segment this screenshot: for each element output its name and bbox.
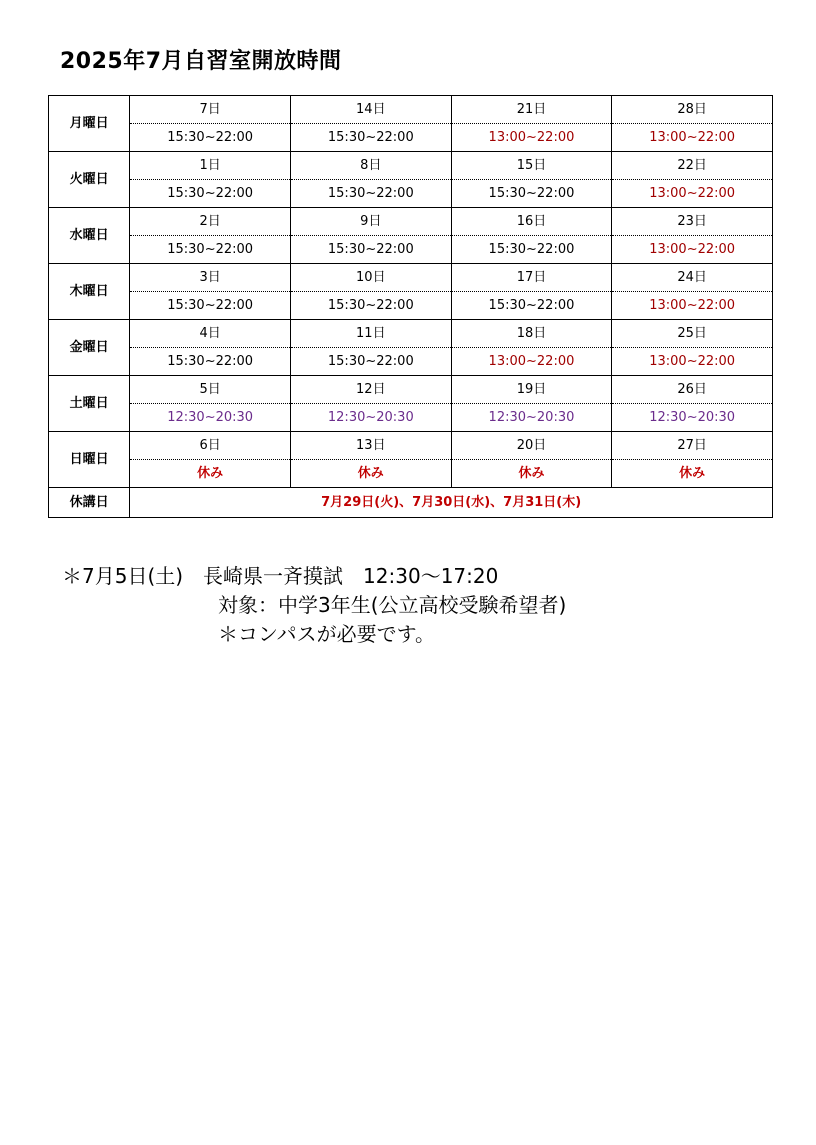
holiday-dates: 7月29日(火)、7月30日(水)、7月31日(木) (130, 488, 773, 518)
time-cell: 15:30~22:00 (130, 348, 291, 376)
weekday-time-row (49, 236, 773, 264)
time-cell: 12:30~20:30 (290, 404, 451, 432)
date-cell: 28日 (612, 96, 773, 124)
time-cell: 15:30~22:00 (130, 180, 291, 208)
weekday-date-row (49, 320, 773, 348)
time-cell: 15:30~22:00 (130, 236, 291, 264)
time-cell: 15:30~22:00 (290, 348, 451, 376)
time-cell: 15:30~22:00 (290, 180, 451, 208)
weekday-date-row (49, 208, 773, 236)
date-cell: 12日 (290, 376, 451, 404)
time-cell: 13:00~22:00 (451, 348, 612, 376)
weekday-date-row (49, 432, 773, 460)
date-cell: 27日 (612, 432, 773, 460)
exam-target-line: 対象：中学3年生(公立高校受験希望者) (218, 593, 567, 617)
closed-cell: 休み (612, 460, 773, 488)
date-cell: 14日 (290, 96, 451, 124)
weekday-date-row (49, 152, 773, 180)
time-cell: 15:30~22:00 (130, 292, 291, 320)
weekday-time-row (49, 348, 773, 376)
weekday-label: 日曜日 (49, 432, 130, 488)
weekday-label: 金曜日 (49, 320, 130, 376)
weekday-date-row (49, 376, 773, 404)
time-cell: 15:30~22:00 (130, 124, 291, 152)
date-cell: 2日 (130, 208, 291, 236)
time-cell: 15:30~22:00 (451, 292, 612, 320)
date-cell: 7日 (130, 96, 291, 124)
date-cell: 1日 (130, 152, 291, 180)
time-cell: 13:00~22:00 (451, 124, 612, 152)
weekday-label: 月曜日 (49, 96, 130, 152)
time-cell: 15:30~22:00 (290, 292, 451, 320)
date-cell: 6日 (130, 432, 291, 460)
time-cell: 12:30~20:30 (451, 404, 612, 432)
date-cell: 9日 (290, 208, 451, 236)
date-cell: 23日 (612, 208, 773, 236)
weekday-label: 水曜日 (49, 208, 130, 264)
date-cell: 15日 (451, 152, 612, 180)
date-cell: 3日 (130, 264, 291, 292)
time-cell: 15:30~22:00 (290, 236, 451, 264)
schedule-table (48, 95, 773, 518)
weekday-label: 木曜日 (49, 264, 130, 320)
closed-cell: 休み (451, 460, 612, 488)
time-cell: 13:00~22:00 (612, 124, 773, 152)
weekday-time-row (49, 124, 773, 152)
closed-cell: 休み (290, 460, 451, 488)
date-cell: 10日 (290, 264, 451, 292)
date-cell: 11日 (290, 320, 451, 348)
holiday-label: 休講日 (49, 488, 130, 518)
date-cell: 5日 (130, 376, 291, 404)
date-cell: 4日 (130, 320, 291, 348)
exam-requirement-line: ＊コンパスが必要です。 (218, 622, 435, 646)
weekday-label: 火曜日 (49, 152, 130, 208)
closed-cell: 休み (130, 460, 291, 488)
date-cell: 26日 (612, 376, 773, 404)
date-cell: 24日 (612, 264, 773, 292)
time-cell: 12:30~20:30 (612, 404, 773, 432)
date-cell: 21日 (451, 96, 612, 124)
time-cell: 15:30~22:00 (451, 180, 612, 208)
date-cell: 20日 (451, 432, 612, 460)
date-cell: 25日 (612, 320, 773, 348)
weekday-date-row (49, 264, 773, 292)
weekday-date-row (49, 96, 773, 124)
date-cell: 22日 (612, 152, 773, 180)
date-cell: 16日 (451, 208, 612, 236)
exam-note (62, 562, 566, 649)
time-cell: 15:30~22:00 (451, 236, 612, 264)
date-cell: 17日 (451, 264, 612, 292)
time-cell: 13:00~22:00 (612, 348, 773, 376)
date-cell: 8日 (290, 152, 451, 180)
time-cell: 15:30~22:00 (290, 124, 451, 152)
weekday-time-row (49, 460, 773, 488)
weekday-time-row (49, 292, 773, 320)
exam-note-line: ＊7月5日(土) 長崎県一斉摸試 12:30〜17:20 (62, 564, 499, 588)
page-title: 2025年7月自習室開放時間 (60, 49, 342, 74)
weekday-time-row (49, 180, 773, 208)
time-cell: 12:30~20:30 (130, 404, 291, 432)
schedule-body (49, 96, 773, 518)
date-cell: 19日 (451, 376, 612, 404)
time-cell: 13:00~22:00 (612, 292, 773, 320)
weekday-label: 土曜日 (49, 376, 130, 432)
weekday-time-row (49, 404, 773, 432)
holiday-row (49, 488, 773, 518)
date-cell: 13日 (290, 432, 451, 460)
date-cell: 18日 (451, 320, 612, 348)
time-cell: 13:00~22:00 (612, 180, 773, 208)
time-cell: 13:00~22:00 (612, 236, 773, 264)
